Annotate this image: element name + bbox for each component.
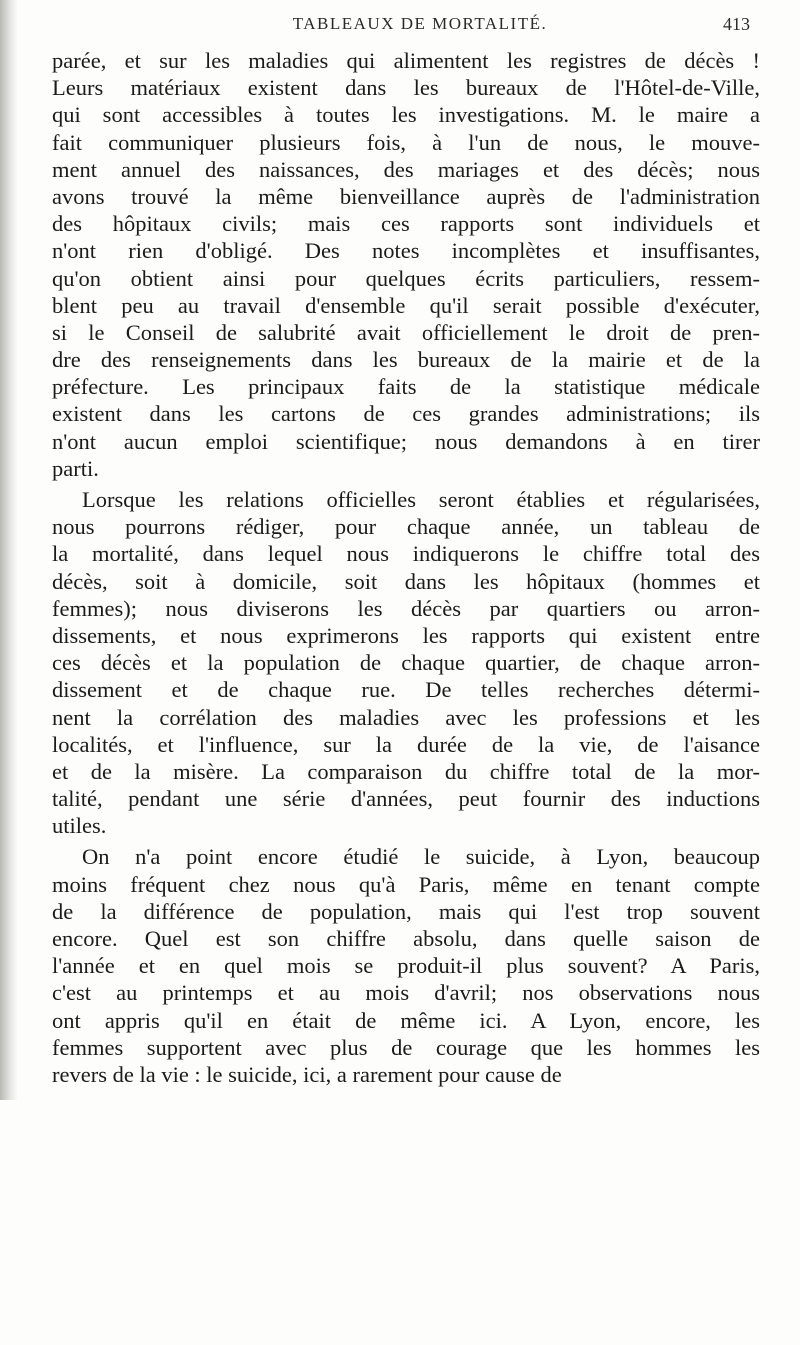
text-line: n'ont aucun emploi scientifique; nous demandons à en tirer xyxy=(52,428,760,454)
text-line: fait communiquer plusieurs fois, à l'un de nous, le mouve- xyxy=(52,129,760,155)
text-line: décès, soit à domicile, soit dans les hôpitaux (hommes et xyxy=(52,568,760,594)
page-number: 413 xyxy=(723,14,750,34)
text-line: l'année et en quel mois se produit-il plus souvent? A Paris, xyxy=(52,953,760,979)
text-line: dissement et de chaque rue. De telles recherches détermi- xyxy=(52,677,760,703)
text-line: encore. Quel est son chiffre absolu, dans quelle saison de xyxy=(52,926,760,951)
text-line: talité, pendant une série d'années, peut fournir des inductions xyxy=(52,786,760,812)
text-line: ment annuel des naissances, des mariages et des décès; nous xyxy=(52,156,760,182)
text-line: revers de la vie : le suicide, ici, a rarement pour cause de xyxy=(52,1061,562,1087)
text-line: parti. xyxy=(52,455,99,481)
text-line: parée, et sur les maladies qui alimentent les registres de décès ! xyxy=(52,48,760,73)
text-line: n'ont rien d'obligé. Des notes incomplètes et insuffisantes, xyxy=(52,238,760,264)
text-line: dre des renseignements dans les bureaux de la mairie et de la xyxy=(52,347,760,373)
text-line: nous pourrons rédiger, pour chaque année, un tableau de xyxy=(52,514,760,540)
text-line: de la différence de population, mais qui l'est trop souvent xyxy=(52,898,760,924)
text-line: Lorsque les relations officielles seront établies et régularisées, xyxy=(82,487,760,512)
text-line: c'est au printemps et au mois d'avril; nos observations nous xyxy=(52,980,760,1006)
text-line: existent dans les cartons de ces grandes administrations; ils xyxy=(52,401,760,427)
text-line: ont appris qu'il en était de même ici. A Lyon, encore, les xyxy=(52,1007,760,1033)
text-line: et de la misère. La comparaison du chiffre total de la mor- xyxy=(52,758,760,784)
text-line: des hôpitaux civils; mais ces rapports sont individuels et xyxy=(52,211,760,237)
text-line: la mortalité, dans lequel nous indiquerons le chiffre total des xyxy=(52,541,760,567)
text-line: si le Conseil de salubrité avait officiellement le droit de pren- xyxy=(52,319,760,345)
paragraph xyxy=(52,843,760,1088)
text-line: préfecture. Les principaux faits de la statistique médicale xyxy=(52,374,760,400)
paragraph xyxy=(52,486,760,839)
text-line: moins fréquent chez nous qu'à Paris, même en tenant compte xyxy=(52,871,760,897)
text-line: utiles. xyxy=(52,813,107,839)
text-line: blent peu au travail d'ensemble qu'il serait possible d'exécuter, xyxy=(52,292,760,318)
text-line: qu'on obtient ainsi pour quelques écrits particuliers, ressem- xyxy=(52,265,760,291)
paragraph xyxy=(52,47,760,482)
text-line: dissements, et nous exprimerons les rapports qui existent entre xyxy=(52,622,760,648)
text-line: avons trouvé la même bienveillance auprès de l'administration xyxy=(52,183,760,209)
text-line: Leurs matériaux existent dans les bureaux de l'Hôtel-de-Ville, xyxy=(52,75,760,101)
text-line: qui sont accessibles à toutes les investigations. M. le maire a xyxy=(52,102,760,128)
running-title: TABLEAUX DE MORTALITÉ. xyxy=(292,14,548,33)
text-line: nent la corrélation des maladies avec les professions et les xyxy=(52,704,760,730)
page-binding-edge xyxy=(0,0,18,1100)
text-line: On n'a point encore étudié le suicide, à Lyon, beaucoup xyxy=(82,844,760,870)
body-text xyxy=(52,47,760,1088)
running-header xyxy=(0,14,800,38)
text-line: femmes supportent avec plus de courage que les hommes les xyxy=(52,1034,760,1060)
text-line: localités, et l'influence, sur la durée de la vie, de l'aisance xyxy=(52,731,760,757)
text-line: ces décès et la population de chaque quartier, de chaque arron- xyxy=(52,650,760,676)
text-line: femmes); nous diviserons les décès par quartiers ou arron- xyxy=(52,595,760,621)
